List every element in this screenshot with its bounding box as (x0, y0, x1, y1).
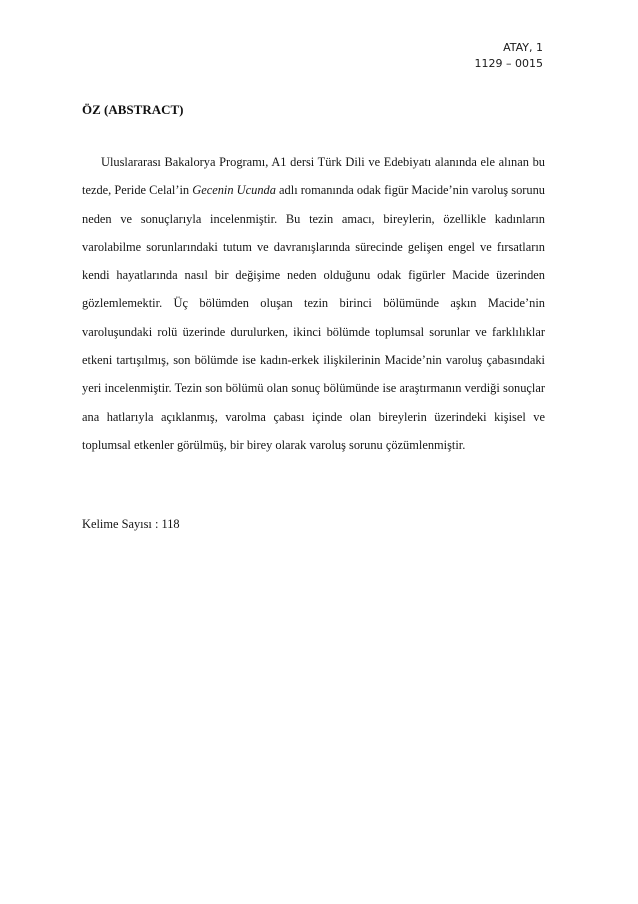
abstract-paragraph (82, 148, 545, 459)
abstract-text-part1: Uluslararası Bakalorya Programı, A1 dersi Türk Dili ve Edebiyatı alanında ele alınan bu tezde, Peride Celal’in (82, 155, 545, 198)
novel-title: Gecenin Ucunda (192, 183, 276, 198)
word-count: Kelime Sayısı : 118 (82, 517, 180, 531)
header-author-line: ATAY, 1 (503, 41, 543, 54)
header-code-line: 1129 – 0015 (474, 57, 543, 70)
section-title: ÖZ (ABSTRACT) (82, 102, 184, 117)
page-header (475, 40, 543, 72)
abstract-text-part2: adlı romanında odak figür Macide’nin varoluş sorunu neden ve sonuçlarıyla incelenmiştir. Bu tezin amacı, bireylerin, özellikle kadınların varolabilme sorunlarındaki tutum ve davranışlarında sürecinde gelişen engel ve fırsatların kendi hayatlarında nasıl bir değişime neden olduğunu odak figürler Macide üzerinden gözlemlemektir. Üç bölümden oluşan tezin birinci bölümünde aşkın Macide’nin varoluşundaki rolü üzerinde durulurken, ikinci bölümde toplumsal sorunlar ve farklılıklar etkeni tartışılmış, son bölümde ise kadın-erkek ilişkilerinin Macide’nin varoluş çabasındaki yeri incelenmiştir. Tezin son bölümü olan sonuç bölümünde ise araştırmanın verdiği sonuçlar ana hatlarıyla açıklanmış, varolma çabası içinde olan bireylerin üzerindeki kişisel ve toplumsal etkenler görülmüş, bir birey olarak varoluş sorunu çözümlenmiştir. (82, 183, 545, 452)
